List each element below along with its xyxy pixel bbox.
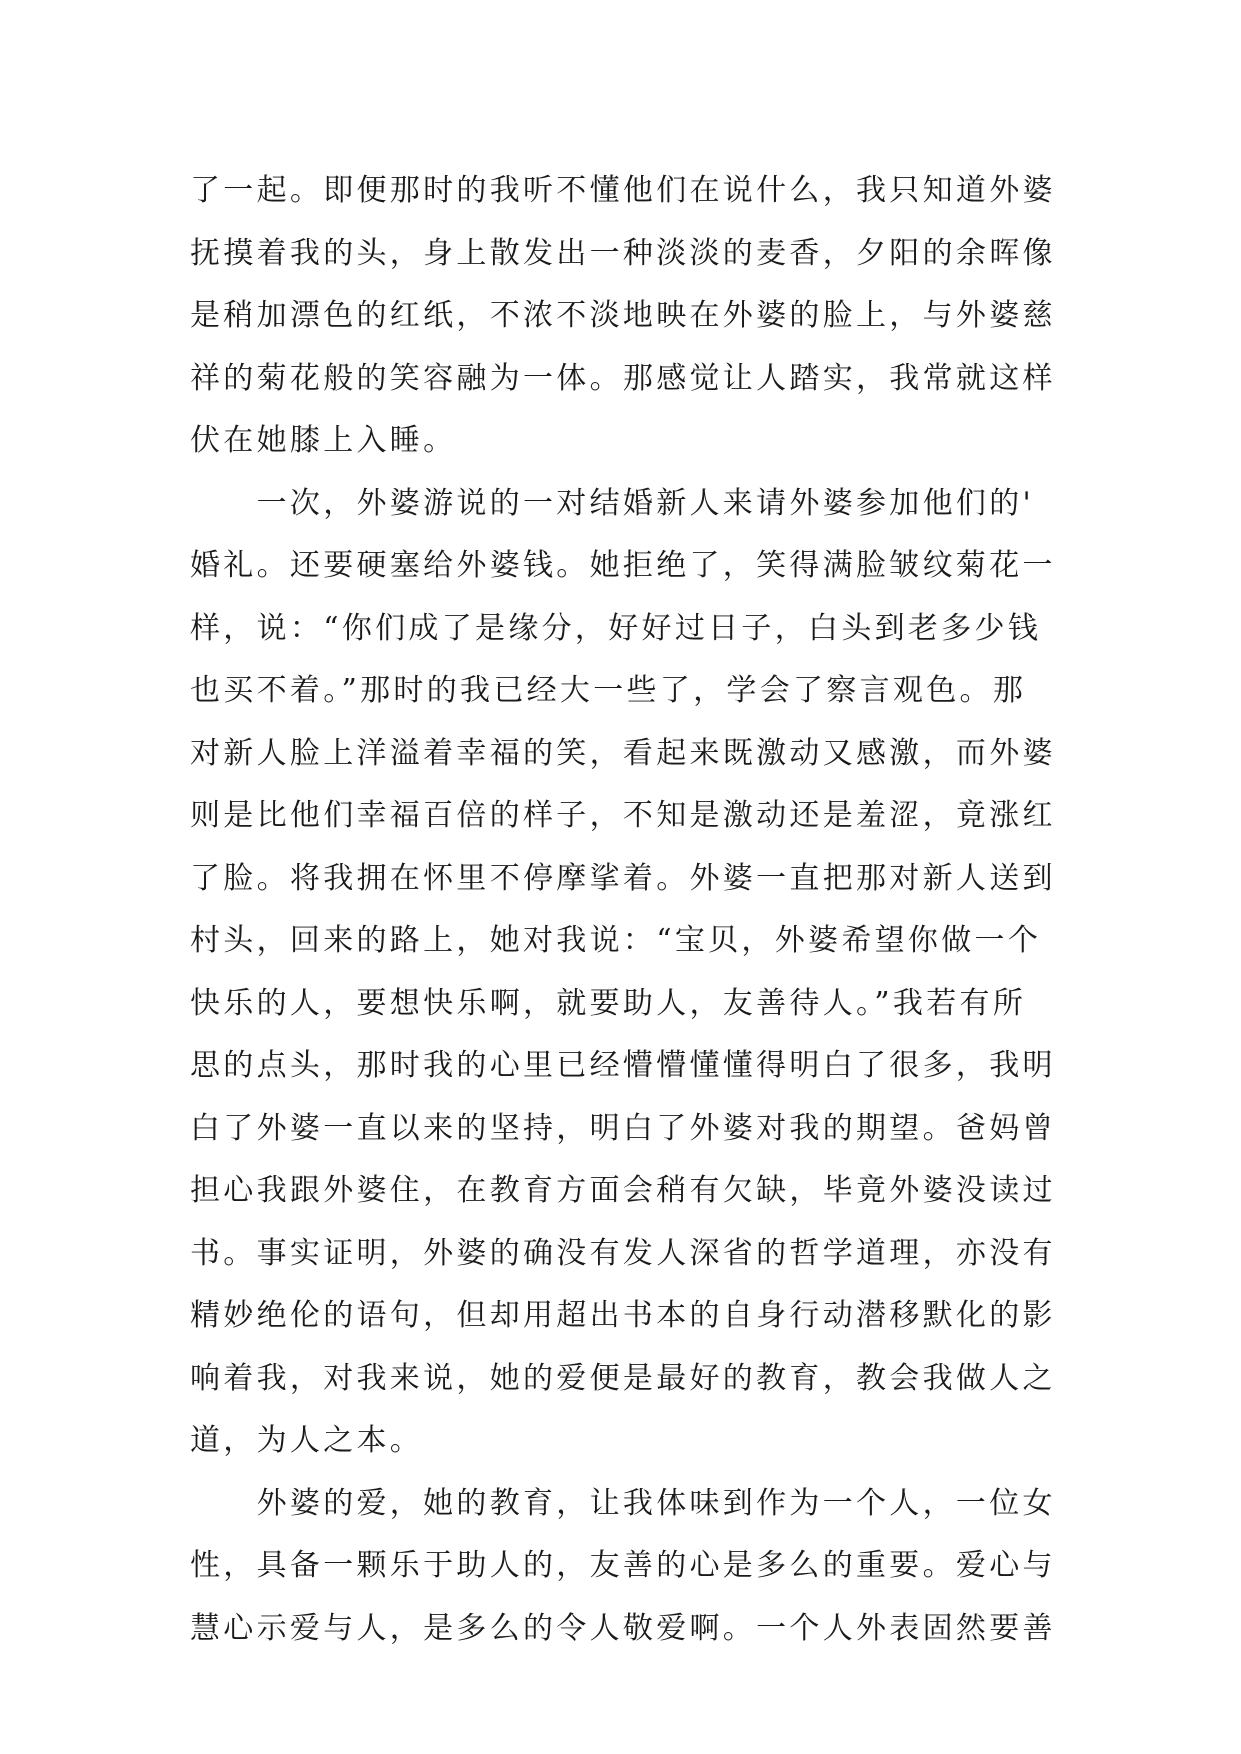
text-line: 是稍加漂色的红纸，不浓不淡地映在外婆的脸上，与外婆慈 [190, 298, 1056, 333]
text-line: 担心我跟外婆住，在教育方面会稍有欠缺，毕竟外婆没读过 [190, 1173, 1056, 1208]
text-line: 了脸。将我拥在怀里不停摩挲着。外婆一直把那对新人送到 [190, 860, 1056, 896]
text-line: 快乐的人，要想快乐啊，就要助人，友善待人。”我若有所 [190, 985, 1027, 1021]
text-line: 响着我，对我来说，她的爱便是最好的教育，教会我做人之 [190, 1360, 1056, 1396]
text-line: 思的点头，那时我的心里已经懵懵懂懂得明白了很多，我明 [190, 1048, 1056, 1083]
text-line: 慧心示爱与人，是多么的令人敬爱啊。一个人外表固然要善 [190, 1610, 1056, 1646]
text-line: 伏在她膝上入睡。 [190, 423, 457, 458]
text-line: 对新人脸上洋溢着幸福的笑，看起来既激动又感激，而外婆 [190, 735, 1056, 771]
text-line: 则是比他们幸福百倍的样子，不知是激动还是羞涩，竟涨红 [190, 798, 1056, 833]
text-line: 精妙绝伦的语句，但却用超出书本的自身行动潜移默化的影 [190, 1298, 1056, 1333]
text-line: 道，为人之本。 [190, 1423, 424, 1458]
text-line: 一次，外婆游说的一对结婚新人来请外婆参加他们的' [190, 485, 1035, 521]
text-line: 抚摸着我的头，身上散发出一种淡淡的麦香，夕阳的余晖像 [190, 235, 1056, 271]
text-line: 外婆的爱，她的教育，让我体味到作为一个人，一位女 [190, 1485, 1056, 1521]
text-line: 也买不着。”那时的我已经大一些了，学会了察言观色。那 [190, 673, 1027, 708]
text-line: 婚礼。还要硬塞给外婆钱。她拒绝了，笑得满脸皱纹菊花一 [190, 548, 1056, 583]
text-line: 书。事实证明，外婆的确没有发人深省的哲学道理，亦没有 [190, 1235, 1056, 1271]
text-line: 白了外婆一直以来的坚持，明白了外婆对我的期望。爸妈曾 [190, 1110, 1056, 1146]
document-body [190, 160, 1070, 1660]
text-line: 祥的菊花般的笑容融为一体。那感觉让人踏实，我常就这样 [190, 360, 1056, 396]
text-line: 了一起。即便那时的我听不懂他们在说什么，我只知道外婆 [190, 173, 1056, 208]
text-line: 性，具备一颗乐于助人的，友善的心是多么的重要。爱心与 [190, 1548, 1056, 1583]
text-line: 样，说：“你们成了是缘分，好好过日子，白头到老多少钱 [190, 610, 1042, 646]
text-line: 村头，回来的路上，她对我说：“宝贝，外婆希望你做一个 [190, 923, 1042, 958]
